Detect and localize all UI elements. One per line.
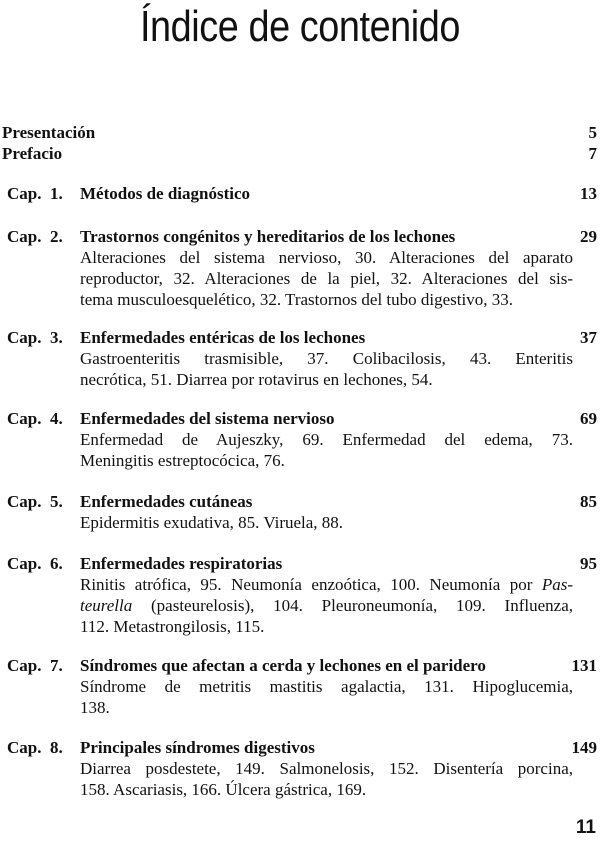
entry-title: Presentación <box>2 123 96 142</box>
chapter-heading[interactable] <box>0 183 600 204</box>
entry-page: 5 <box>588 123 597 142</box>
chapter-label: Cap. <box>7 554 42 573</box>
chapter-title: Enfermedades del sistema nervioso <box>80 409 335 428</box>
subtopic-text: tema musculoesquelético, 32. Trastornos del tubo digestivo, 33. <box>80 290 513 309</box>
subtopic-text: 158. Ascariasis, 166. Úlcera gástrica, 169. <box>80 780 367 799</box>
chapter-subtopics-line <box>80 450 573 471</box>
page-number: 11 <box>575 817 596 838</box>
subtopic-text: Alteraciones del sistema nervioso, 30. Alteraciones del aparato <box>80 248 573 267</box>
subtopic-text: 138. <box>80 698 110 717</box>
chapter-page: 95 <box>580 554 597 573</box>
chapter-label: Cap. <box>7 328 42 347</box>
chapter-subtopics-line <box>80 758 573 779</box>
chapter-subtopics-line <box>80 697 573 718</box>
chapter-title: Enfermedades respiratorias <box>80 554 283 573</box>
subtopic-text: Síndrome de metritis mastitis agalactia, 131. Hipoglucemia, <box>80 677 573 696</box>
toc-chapter-2 <box>0 226 600 310</box>
chapter-label: Cap. <box>7 227 42 246</box>
chapter-heading[interactable] <box>0 408 600 429</box>
chapter-subtopics-line <box>80 574 573 595</box>
chapter-page: 13 <box>580 184 597 203</box>
chapter-page: 29 <box>580 227 597 246</box>
chapter-number: 1. <box>50 184 63 203</box>
subtopic-text: necrótica, 51. Diarrea por rotavirus en lechones, 54. <box>80 370 433 389</box>
toc-chapter-8 <box>0 737 600 800</box>
chapter-subtopics-line <box>80 268 573 289</box>
chapter-title: Principales síndromes digestivos <box>80 738 315 757</box>
chapter-subtopics-line <box>80 676 573 697</box>
chapter-subtopics-line <box>80 429 573 450</box>
chapter-number: 7. <box>50 656 63 675</box>
subtopic-text: Gastroenteritis trasmisible, 37. Colibacilosis, 43. Enteritis <box>80 349 573 368</box>
chapter-label: Cap. <box>7 409 42 428</box>
toc-entry-presentacion[interactable] <box>0 122 600 143</box>
chapter-page: 69 <box>580 409 597 428</box>
chapter-page: 131 <box>571 656 597 675</box>
chapter-number: 3. <box>50 328 63 347</box>
chapter-heading[interactable] <box>0 553 600 574</box>
chapter-subtopics-line <box>80 247 573 268</box>
chapter-label: Cap. <box>7 184 42 203</box>
italic-text: Pas- <box>541 575 573 594</box>
chapter-subtopics-line <box>80 289 573 310</box>
chapter-page: 37 <box>580 328 597 347</box>
entry-title: Prefacio <box>2 144 63 163</box>
chapter-number: 4. <box>50 409 63 428</box>
chapter-subtopics-line <box>80 348 573 369</box>
chapter-number: 6. <box>50 554 63 573</box>
chapter-heading[interactable] <box>0 737 600 758</box>
chapter-label: Cap. <box>7 492 42 511</box>
toc-chapter-3 <box>0 327 600 390</box>
chapter-subtopics-line <box>80 369 573 390</box>
page-title: Índice de contenido <box>139 2 461 51</box>
chapter-number: 8. <box>50 738 63 757</box>
subtopic-text: Diarrea posdestete, 149. Salmonelosis, 152. Disentería porcina, <box>80 759 573 778</box>
subtopic-text: Rinitis atrófica, 95. Neumonía enzoótica, 100. Neumonía por <box>80 575 542 594</box>
entry-page: 7 <box>588 144 597 163</box>
subtopic-text: 112. Metastrongilosis, 115. <box>80 617 265 636</box>
toc-chapter-7 <box>0 655 600 718</box>
chapter-title: Métodos de diagnóstico <box>80 184 250 203</box>
chapter-subtopics-line <box>80 595 573 616</box>
chapter-subtopics-line <box>80 779 573 800</box>
chapter-heading[interactable] <box>0 327 600 348</box>
subtopic-text: (pasteurelosis), 104. Pleuroneumonía, 109. Influenza, <box>132 596 573 615</box>
chapter-number: 5. <box>50 492 63 511</box>
toc-chapter-6 <box>0 553 600 637</box>
italic-text: teurella <box>80 596 133 615</box>
toc-chapter-1 <box>0 183 600 204</box>
chapter-title: Trastornos congénitos y hereditarios de los lechones <box>80 227 456 246</box>
chapter-heading[interactable] <box>0 491 600 512</box>
chapter-label: Cap. <box>7 656 42 675</box>
chapter-subtopics-line <box>80 512 573 533</box>
subtopic-text: reproductor, 32. Alteraciones de la piel, 32. Alteraciones del sis- <box>80 269 573 288</box>
toc-chapter-4 <box>0 408 600 471</box>
chapter-heading[interactable] <box>0 226 600 247</box>
chapter-page: 149 <box>571 738 597 757</box>
toc-entry-prefacio[interactable] <box>0 143 600 164</box>
chapter-number: 2. <box>50 227 63 246</box>
chapter-subtopics-line <box>80 616 573 637</box>
subtopic-text: Enfermedad de Aujeszky, 69. Enfermedad del edema, 73. <box>80 430 573 449</box>
toc-chapter-5 <box>0 491 600 533</box>
subtopic-text: Meningitis estreptocócica, 76. <box>80 451 285 470</box>
subtopic-text: Epidermitis exudativa, 85. Viruela, 88. <box>80 513 344 532</box>
chapter-page: 85 <box>580 492 597 511</box>
toc-front-matter <box>0 122 600 164</box>
chapter-title: Síndromes que afectan a cerda y lechones en el paridero <box>80 656 486 675</box>
chapter-title: Enfermedades cutáneas <box>80 492 253 511</box>
chapter-label: Cap. <box>7 738 42 757</box>
chapter-heading[interactable] <box>0 655 600 676</box>
chapter-title: Enfermedades entéricas de los lechones <box>80 328 366 347</box>
